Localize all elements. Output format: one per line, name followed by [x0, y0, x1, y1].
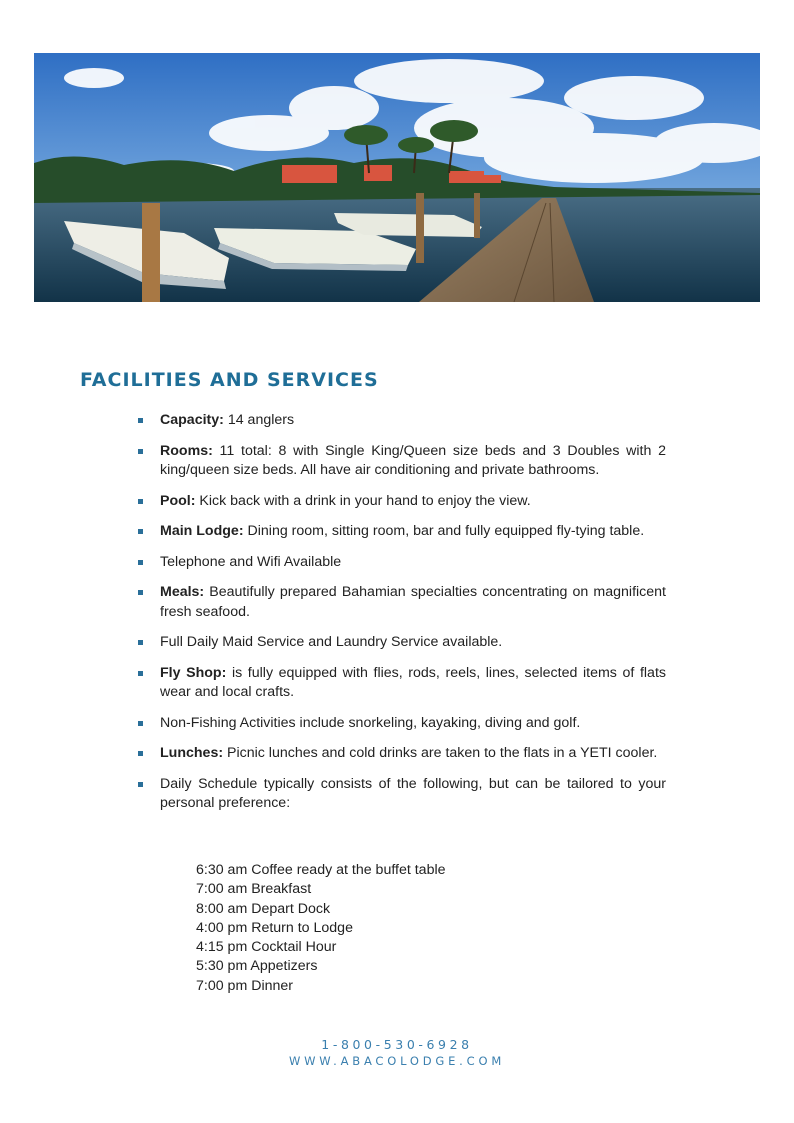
- facilities-list: [138, 411, 666, 825]
- facility-text: 11 total: 8 with Single King/Queen size beds and 3 Doubles with 2 king/queen size beds. All have air conditioning and private bathrooms.: [160, 442, 666, 478]
- schedule-item: 4:15 pm Cocktail Hour: [196, 939, 337, 956]
- facility-label: Main Lodge:: [160, 523, 244, 539]
- facility-rooms: [138, 442, 666, 481]
- bullet-icon: [138, 449, 143, 454]
- bullet-icon: [138, 560, 143, 565]
- schedule-item: 5:30 pm Appetizers: [196, 958, 318, 975]
- facility-text: Non-Fishing Activities include snorkeling, kayaking, diving and golf.: [160, 714, 581, 731]
- schedule-item: 7:00 pm Dinner: [196, 977, 293, 994]
- facility-label: Rooms:: [160, 442, 213, 459]
- facility-text: is fully equipped with flies, rods, reels, lines, selected items of flats wear and local crafts.: [160, 664, 666, 700]
- facility-maid-service: [138, 633, 666, 653]
- schedule-item: 4:00 pm Return to Lodge: [196, 919, 353, 936]
- facility-label: Fly Shop:: [160, 664, 227, 681]
- facility-label: Pool:: [160, 492, 196, 509]
- schedule-item: 7:00 am Breakfast: [196, 881, 312, 898]
- bullet-icon: [138, 721, 143, 726]
- schedule-item: 8:00 am Depart Dock: [196, 900, 331, 917]
- bullet-icon: [138, 671, 143, 676]
- facility-label: Meals:: [160, 584, 205, 600]
- facility-daily-schedule: [138, 775, 666, 814]
- bullet-icon: [138, 529, 143, 534]
- lodge-dock-photo: [34, 53, 760, 302]
- facility-main-lodge: [138, 522, 666, 542]
- daily-schedule-list: [196, 861, 446, 996]
- facility-label: Capacity:: [160, 412, 224, 428]
- facility-capacity: [138, 411, 666, 431]
- facility-text: Daily Schedule typically consists of the following, but can be tailored to your personal preference:: [160, 775, 666, 811]
- phone-number: 1-800-530-6928: [321, 1037, 473, 1052]
- facility-pool: [138, 492, 666, 512]
- facility-telephone-wifi: [138, 553, 666, 573]
- bullet-icon: [138, 499, 143, 504]
- facility-text: Full Daily Maid Service and Laundry Service available.: [160, 634, 503, 650]
- facility-text: Beautifully prepared Bahamian specialties concentrating on magnificent fresh seafood.: [160, 584, 666, 620]
- facility-meals: [138, 583, 666, 622]
- footer: [0, 1036, 794, 1069]
- schedule-item: 6:30 am Coffee ready at the buffet table: [196, 862, 446, 878]
- facility-fly-shop: [138, 664, 666, 703]
- facility-lunches: [138, 744, 666, 764]
- bullet-icon: [138, 418, 143, 423]
- facility-text: Dining room, sitting room, bar and fully equipped fly-tying table.: [247, 523, 645, 539]
- facility-text: 14 anglers: [227, 412, 295, 428]
- facility-label: Lunches:: [160, 745, 224, 761]
- bullet-icon: [138, 751, 143, 756]
- facility-non-fishing: [138, 714, 666, 734]
- hero-photo: [34, 53, 760, 302]
- bullet-icon: [138, 782, 143, 787]
- website-link[interactable]: WWW.ABACOLODGE.COM: [288, 1054, 506, 1068]
- facility-text: Telephone and Wifi Available: [160, 553, 342, 570]
- bullet-icon: [138, 640, 143, 645]
- facility-text: Picnic lunches and cold drinks are taken to the flats in a YETI cooler.: [227, 745, 658, 761]
- facility-text: Kick back with a drink in your hand to enjoy the view.: [199, 492, 531, 509]
- bullet-icon: [138, 590, 143, 595]
- page-title: FACILITIES AND SERVICES: [80, 369, 379, 391]
